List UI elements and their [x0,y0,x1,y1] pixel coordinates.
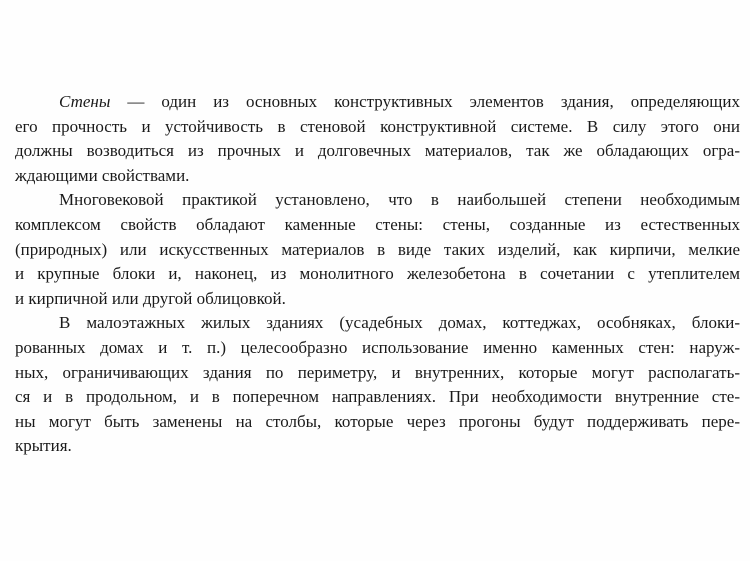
text-line: рованных домах и т. п.) целесообразно использование именно каменных стен: наруж- [15,337,740,357]
text-line: комплексом свойств обладают каменные стены: стены, созданные из естественных [15,214,740,234]
body-text [15,90,740,459]
text-line: ны могут быть заменены на столбы, которые через прогоны будут поддерживать пере- [15,411,740,431]
text-line: ных, ограничивающих здания по периметру, и внутренних, которые могут располагать- [15,362,740,382]
term-italic: Стены [59,92,111,111]
text-line: ся и в продольном, и в поперечном направлениях. При необходимости внутренние сте- [15,387,740,407]
paragraph-3 [15,311,740,459]
paragraph-2 [15,188,740,311]
text-line: В малоэтажных жилых зданиях (усадебных домах, коттеджах, особняках, блоки- [59,313,740,333]
text-line: Стены — один из основных конструктивных элементов здания, определяющих [59,92,740,111]
text-line: (природных) или искусственных материалов в виде таких изделий, как кирпичи, мелкие [15,239,740,259]
text-line: и кирпичной или другой облицовкой. [15,288,286,308]
text-line: крытия. [15,436,72,456]
paragraph-1 [15,90,740,188]
text-line: ждающими свойствами. [15,165,190,185]
text-line: Многовековой практикой установлено, что в наибольшей степени необходимым [59,190,740,210]
text-line: и крупные блоки и, наконец, из монолитного железобетона в сочетании с утеплителем [15,264,740,284]
text-line: должны возводиться из прочных и долговечных материалов, так же обладающих огра- [15,141,740,161]
text-line: его прочность и устойчивость в стеновой конструктивной системе. В силу этого они [15,116,740,136]
